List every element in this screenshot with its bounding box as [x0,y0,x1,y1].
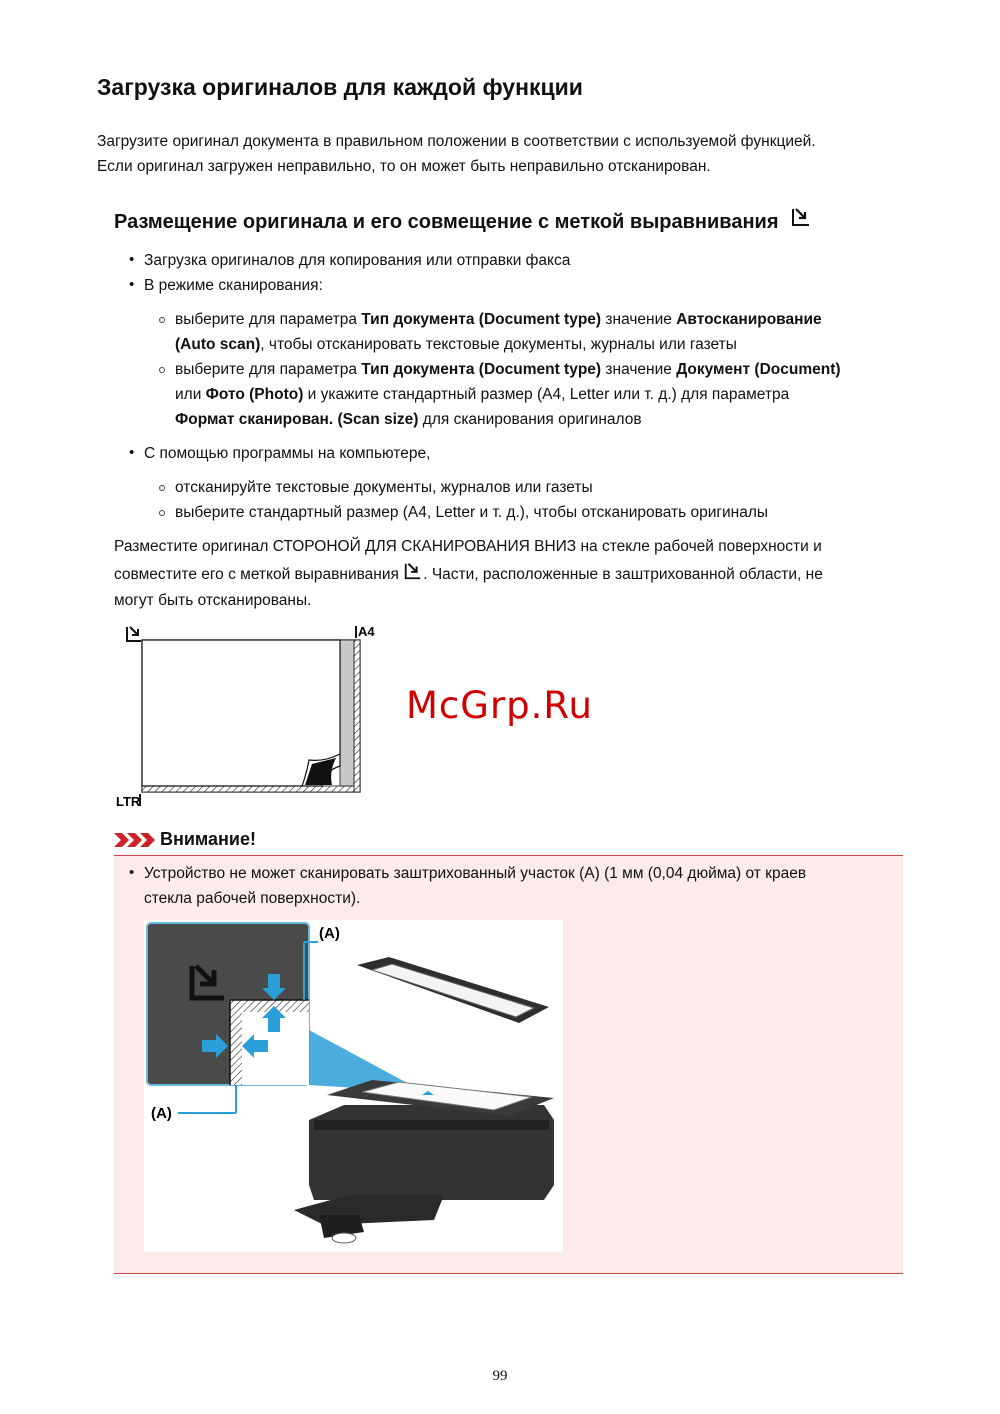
intro-line-1: Загрузите оригинал документа в правильном положении в соответствии с используемой функцией. [97,133,816,150]
sub-bullet-circle [159,367,165,373]
page-title: Загрузка оригиналов для каждой функции [97,74,583,100]
sub-bullet-circle [159,485,165,491]
section-heading-text: Размещение оригинала и его совмещение с меткой выравнивания [114,211,779,233]
alignment-mark-icon [790,206,812,228]
intro-line-2: Если оригинал загружен неправильно, то он может быть неправильно отсканирован. [97,158,711,175]
bullet-dot: • [129,251,135,268]
alignment-mark-icon [127,627,141,641]
sub-bullet-text-docs: отсканируйте текстовые документы, журналов или газеты [175,479,593,496]
sub-bullet-document-line1: выберите для параметра Тип документа (Document type) значение Документ (Document) [175,361,841,378]
scanner-illustration [144,920,563,1252]
caution-chevron-icon [114,831,156,849]
placement-line3: могут быть отсканированы. [114,592,312,609]
placement-line1: Разместите оригинал СТОРОНОЙ ДЛЯ СКАНИРОВАНИЯ ВНИЗ на стекле рабочей поверхности и [114,538,822,555]
bullet-dot: • [129,276,135,293]
ltr-label: LTR [116,794,141,809]
sub-bullet-auto-scan-line1: выберите для параметра Тип документа (Document type) значение Автосканирование [175,311,822,328]
sub-bullet-circle [159,510,165,516]
bullet-computer: С помощью программы на компьютере, [144,445,431,462]
section-heading [114,206,812,234]
printer-body [309,1105,554,1200]
sub-bullet-document-line3: Формат сканирован. (Scan size) для сканирования оригиналов [175,411,642,428]
sub-bullet-document-line2: или Фото (Photo) и укажите стандартный размер (A4, Letter или т. д.) для параметра [175,386,790,403]
platen-diagram [114,620,384,810]
label-a-bottom: (A) [151,1105,172,1122]
caution-line2: стекла рабочей поверхности). [144,890,361,907]
placement-line2: совместите его с меткой выравнивания . Части, расположенные в заштрихованной области, не [114,561,823,587]
caution-heading: Внимание! [160,829,256,849]
sub-bullet-circle [159,317,165,323]
a4-label: A4 [358,624,375,639]
bullet-scan-mode: В режиме сканирования: [144,277,323,294]
bullet-copy-fax: Загрузка оригиналов для копирования или отправки факса [144,252,571,269]
label-a-top: (A) [319,925,340,942]
sub-bullet-standard-size: выберите стандартный размер (A4, Letter и т. д.), чтобы отсканировать оригиналы [175,504,769,521]
page-number: 99 [492,1368,508,1384]
intro-paragraph [97,129,816,179]
caution-line1: Устройство не может сканировать заштрихованный участок (A) (1 мм (0,04 дюйма) от краев [144,865,807,882]
bullet-dot: • [129,864,135,881]
alignment-mark-icon [403,561,423,581]
bullet-dot: • [129,444,135,461]
watermark: McGrp.Ru [406,684,593,727]
sub-bullet-auto-scan-line2: (Auto scan), чтобы отсканировать текстовые документы, журналы или газеты [175,336,737,353]
